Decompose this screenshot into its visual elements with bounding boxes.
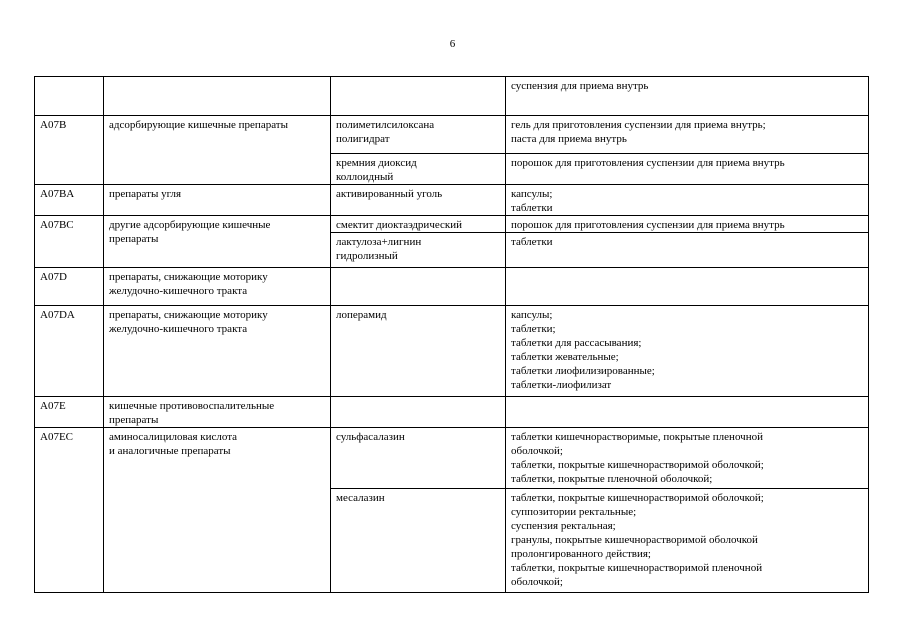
- dosage-form-line: оболочкой;: [511, 576, 563, 588]
- dosage-form-line: порошок для приготовления суспензии для приема внутрь: [511, 157, 785, 169]
- dosage-form-line: таблетки: [511, 202, 553, 214]
- group-name-cell: [104, 397, 331, 428]
- atc-code-cell: A07BC: [35, 216, 104, 268]
- dosage-form-line: порошок для приготовления суспензии для приема внутрь: [511, 219, 785, 231]
- atc-code-cell: A07EC: [35, 428, 104, 593]
- dosage-forms-cell: [506, 268, 869, 306]
- group-name-cell: адсорбирующие кишечные препараты: [104, 116, 331, 185]
- group-name-cell: [104, 268, 331, 306]
- atc-code-cell: A07E: [35, 397, 104, 428]
- dosage-form-line: таблетки для рассасывания;: [511, 337, 642, 349]
- group-name-cell: [104, 77, 331, 116]
- dosage-form-line: таблетки;: [511, 323, 556, 335]
- dosage-form-line: суспензия ректальная;: [511, 520, 616, 532]
- substance-cell: активированный уголь: [331, 185, 506, 216]
- table-row: [35, 428, 869, 489]
- substance-cell: месалазин: [331, 489, 506, 593]
- table-row: [35, 306, 869, 397]
- dosage-form-line: таблетки, покрытые кишечнорастворимой оболочкой;: [511, 492, 764, 504]
- dosage-form-line: суппозитории ректальные;: [511, 506, 637, 518]
- dosage-form-line: гранулы, покрытые кишечнорастворимой оболочкой: [511, 534, 758, 546]
- substance-cell: [331, 154, 506, 185]
- dosage-form-line: гель для приготовления суспензии для приема внутрь;: [511, 119, 766, 131]
- dosage-forms-cell: [506, 489, 869, 593]
- table-row: [35, 268, 869, 306]
- table-row: [35, 185, 869, 216]
- substance-cell: [331, 397, 506, 428]
- dosage-forms-cell: [506, 233, 869, 268]
- substance-cell: лоперамид: [331, 306, 506, 397]
- dosage-forms-cell: [506, 428, 869, 489]
- substance-cell: [331, 233, 506, 268]
- substance-cell: смектит диоктаэдрический: [331, 216, 506, 233]
- atc-code-cell: A07BA: [35, 185, 104, 216]
- substance-name: кремния диоксид коллоидный: [336, 157, 417, 183]
- dosage-forms-cell: [506, 185, 869, 216]
- dosage-form-line: таблетки, покрытые кишечнорастворимой оболочкой;: [511, 459, 764, 471]
- group-name: препараты, снижающие моторику желудочно-кишечного тракта: [109, 271, 268, 297]
- atc-code-cell: [35, 77, 104, 116]
- dosage-forms-cell: [506, 306, 869, 397]
- dosage-forms-cell: [506, 397, 869, 428]
- group-name: другие адсорбирующие кишечные препараты: [109, 219, 271, 245]
- substance-cell: сульфасалазин: [331, 428, 506, 489]
- substance-name: полиметилсилоксана полигидрат: [336, 119, 435, 145]
- dosage-form-line: суспензия для приема внутрь: [511, 80, 649, 92]
- drug-classification-table: [34, 76, 869, 593]
- dosage-forms-cell: [506, 77, 869, 116]
- dosage-forms-cell: [506, 216, 869, 233]
- dosage-forms-cell: [506, 154, 869, 185]
- substance-cell: [331, 268, 506, 306]
- substance-cell: [331, 77, 506, 116]
- atc-code-cell: A07D: [35, 268, 104, 306]
- substance-cell: [331, 116, 506, 154]
- dosage-form-line: таблетки, покрытые пленочной оболочкой;: [511, 473, 713, 485]
- dosage-form-line: таблетки кишечнорастворимые, покрытые пленочной: [511, 431, 763, 443]
- group-name-cell: препараты угля: [104, 185, 331, 216]
- group-name: препараты, снижающие моторику желудочно-кишечного тракта: [109, 309, 268, 335]
- dosage-form-line: таблетки лиофилизированные;: [511, 365, 655, 377]
- dosage-form-line: таблетки: [511, 236, 553, 248]
- atc-code-cell: A07B: [35, 116, 104, 185]
- atc-code-cell: A07DA: [35, 306, 104, 397]
- group-name-cell: [104, 306, 331, 397]
- table-row: [35, 116, 869, 154]
- dosage-forms-cell: [506, 116, 869, 154]
- table-row: [35, 77, 869, 116]
- group-name: кишечные противовоспалительные препараты: [109, 400, 275, 426]
- substance-name: лактулоза+лигнин гидролизный: [336, 236, 422, 262]
- dosage-form-line: таблетки жевательные;: [511, 351, 619, 363]
- dosage-form-line: пролонгированного действия;: [511, 548, 651, 560]
- dosage-form-line: капсулы;: [511, 309, 553, 321]
- table-row: [35, 397, 869, 428]
- group-name-cell: [104, 216, 331, 268]
- group-name: аминосалициловая кислота и аналогичные препараты: [109, 431, 238, 457]
- dosage-form-line: паста для приема внутрь: [511, 133, 627, 145]
- dosage-form-line: капсулы;: [511, 188, 553, 200]
- page-number: 6: [449, 38, 456, 50]
- dosage-form-line: оболочкой;: [511, 445, 563, 457]
- dosage-form-line: таблетки, покрытые кишечнорастворимой пленочной: [511, 562, 763, 574]
- group-name-cell: [104, 428, 331, 593]
- dosage-form-line: таблетки-лиофилизат: [511, 379, 612, 391]
- table-row: [35, 216, 869, 233]
